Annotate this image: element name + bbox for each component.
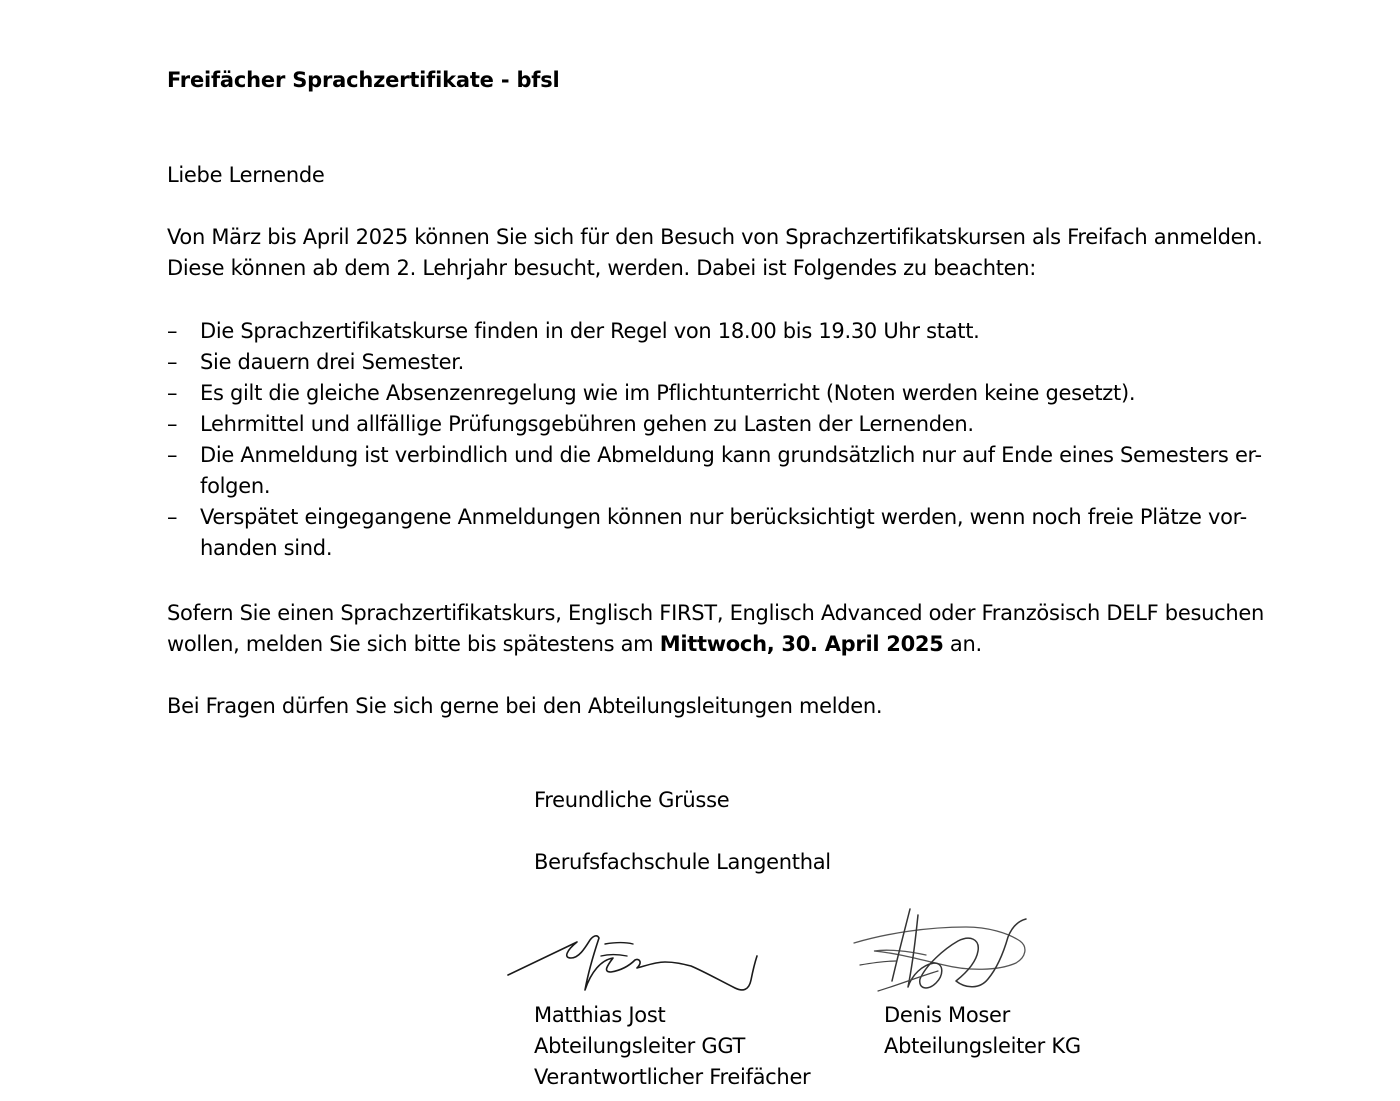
list-item-text: Die Sprachzertifikatskurse finden in der Regel von 18.00 bis 19.30 Uhr statt.: [200, 319, 980, 343]
intro-line: Diese können ab dem 2. Lehrjahr besucht, werden. Dabei ist Folgendes zu beachten:: [167, 256, 1037, 280]
signature-moser: [848, 905, 1048, 1005]
dash-bullet: –: [167, 412, 178, 436]
list-item: [167, 440, 1297, 502]
questions-paragraph: Bei Fragen dürfen Sie sich gerne bei den Abteilungsleitungen melden.: [167, 694, 883, 718]
deadline-text-end: an.: [943, 632, 982, 656]
signer-jost: [534, 1000, 810, 1093]
list-item: [167, 409, 1297, 440]
signer-extra-role: Verantwortlicher Freifächer: [534, 1065, 811, 1089]
list-item-text: Verspätet eingegangene Anmeldungen können nur berücksichtigt werden, wenn noch freie Plätze vor-: [200, 505, 1247, 529]
signer-name: Denis Moser: [884, 1003, 1011, 1027]
signer-moser: [884, 1000, 1081, 1062]
dash-bullet: –: [167, 505, 178, 529]
school-name: Berufsfachschule Langenthal: [534, 850, 831, 874]
dash-bullet: –: [167, 319, 178, 343]
dash-bullet: –: [167, 350, 178, 374]
list-item: [167, 378, 1297, 409]
deadline-text: wollen, melden Sie sich bitte bis spätestens am: [167, 632, 660, 656]
deadline-date: Mittwoch, 30. April 2025: [659, 632, 944, 656]
signature-jost: [505, 920, 765, 1010]
deadline-line: Sofern Sie einen Sprachzertifikatskurs, Englisch FIRST, Englisch Advanced oder Französisch DELF besuchen: [167, 601, 1264, 625]
list-item-text: Lehrmittel und allfällige Prüfungsgebühren gehen zu Lasten der Lernenden.: [200, 412, 974, 436]
signer-role: Abteilungsleiter GGT: [534, 1034, 746, 1058]
intro-paragraph: [167, 222, 1297, 284]
deadline-line: [167, 629, 1297, 660]
list-item: [167, 347, 1297, 378]
intro-line: Von März bis April 2025 können Sie sich für den Besuch von Sprachzertifikatskursen als Freifach anmelden.: [167, 225, 1263, 249]
signer-name: Matthias Jost: [534, 1003, 666, 1027]
list-item-text-continued: folgen.: [200, 474, 271, 498]
deadline-paragraph: [167, 598, 1297, 660]
closing-salutation: Freundliche Grüsse: [534, 788, 730, 812]
dash-bullet: –: [167, 443, 178, 467]
list-item-text: Es gilt die gleiche Absenzenregelung wie im Pflichtunterricht (Noten werden keine gesetzt).: [200, 381, 1136, 405]
rules-list: [167, 316, 1297, 564]
document-title: Freifächer Sprachzertifikate - bfsl: [167, 68, 560, 92]
dash-bullet: –: [167, 381, 178, 405]
list-item: [167, 316, 1297, 347]
greeting: Liebe Lernende: [167, 163, 325, 187]
list-item-text: Sie dauern drei Semester.: [200, 350, 464, 374]
list-item-text: Die Anmeldung ist verbindlich und die Abmeldung kann grundsätzlich nur auf Ende eines Semesters er-: [200, 443, 1262, 467]
signer-role: Abteilungsleiter KG: [884, 1034, 1081, 1058]
list-item: [167, 502, 1297, 564]
list-item-text-continued: handen sind.: [200, 536, 333, 560]
